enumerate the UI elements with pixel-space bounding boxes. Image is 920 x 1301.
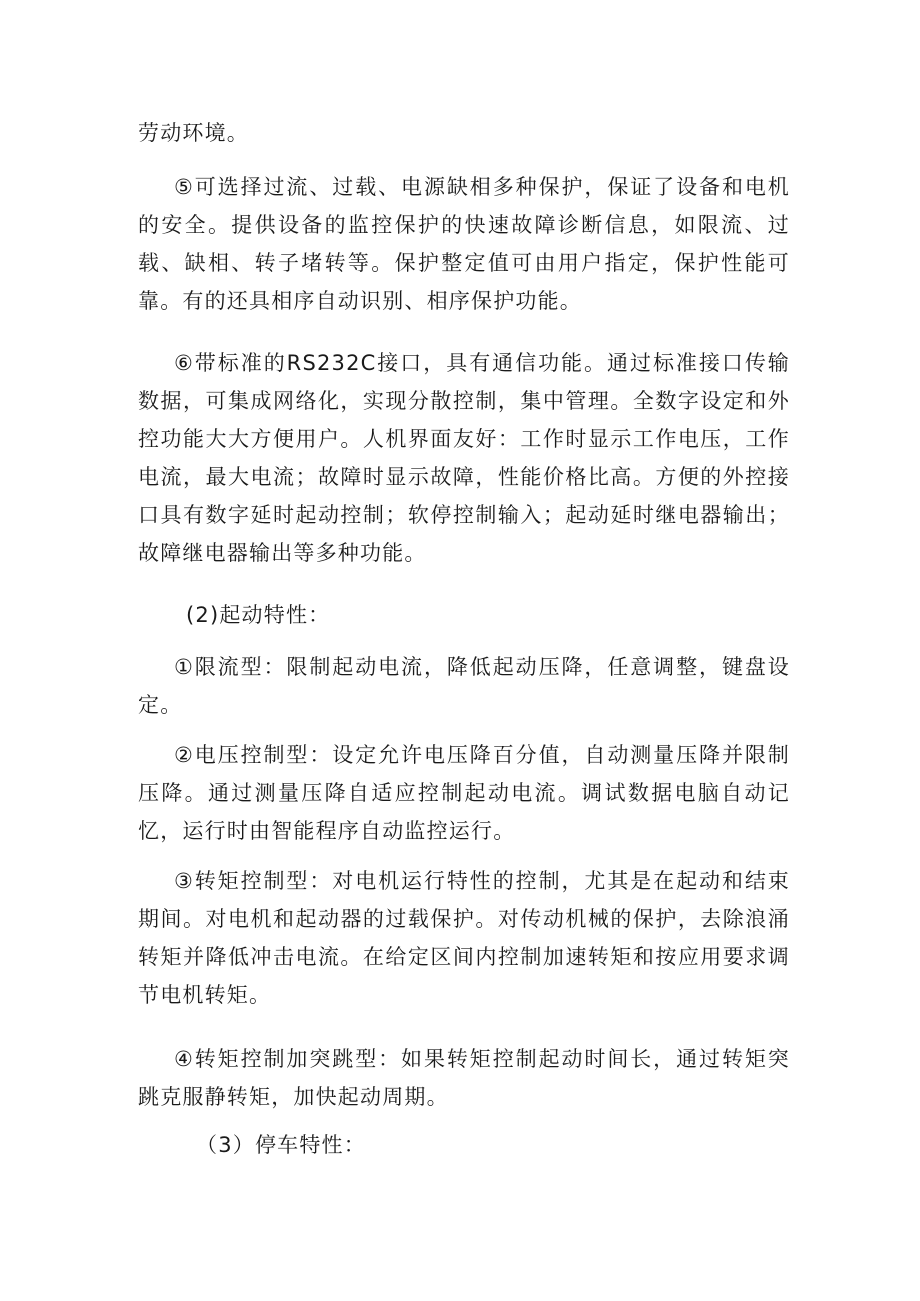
paragraph-torque-kick: ④转矩控制加突跳型：如果转矩控制起动时间长，通过转矩突跳克服静转矩，加快起动周期。 <box>138 1047 790 1109</box>
paragraph-item-6: ⑥带标准的RS232C接口，具有通信功能。通过标准接口传输数据，可集成网络化，实现分散控制，集中管理。全数字设定和外控功能大大方便用户。人机界面友好：工作时显示工作电压，工作电流，最大电流；故障时显示故障，性能价格比高。方便的外控接口具有数字延时起动控制；软停控制输入；起动延时继电器输出；故障继电器输出等多种功能。 <box>138 351 790 565</box>
paragraph-item-5: ⑤可选择过流、过载、电源缺相多种保护，保证了设备和电机的安全。提供设备的监控保护的快速故障诊断信息，如限流、过载、缺相、转子堵转等。保护整定值可由用户指定，保护性能可靠。有的还具相序自动识别、相序保护功能。 <box>138 175 790 313</box>
section-heading-stop-characteristics: （3）停车特性： <box>196 1133 366 1157</box>
paragraph-torque-control: ③转矩控制型：对电机运行特性的控制，尤其是在起动和结束期间。对电机和起动器的过载保护。对传动机械的保护，去除浪涌转矩并降低冲击电流。在给定区间内控制加速转矩和按应用要求调节电机转矩。 <box>138 869 790 1007</box>
paragraph-voltage-control: ②电压控制型：设定允许电压降百分值，自动测量压降并限制压降。通过测量压降自适应控制起动电流。调试数据电脑自动记忆，运行时由智能程序自动监控运行。 <box>138 743 790 843</box>
paragraph-current-limit: ①限流型：限制起动电流，降低起动压降，任意调整，键盘设定。 <box>138 655 790 717</box>
paragraph-continuation: 劳动环境。 <box>138 121 249 145</box>
section-heading-start-characteristics: (2)起动特性： <box>186 603 331 627</box>
